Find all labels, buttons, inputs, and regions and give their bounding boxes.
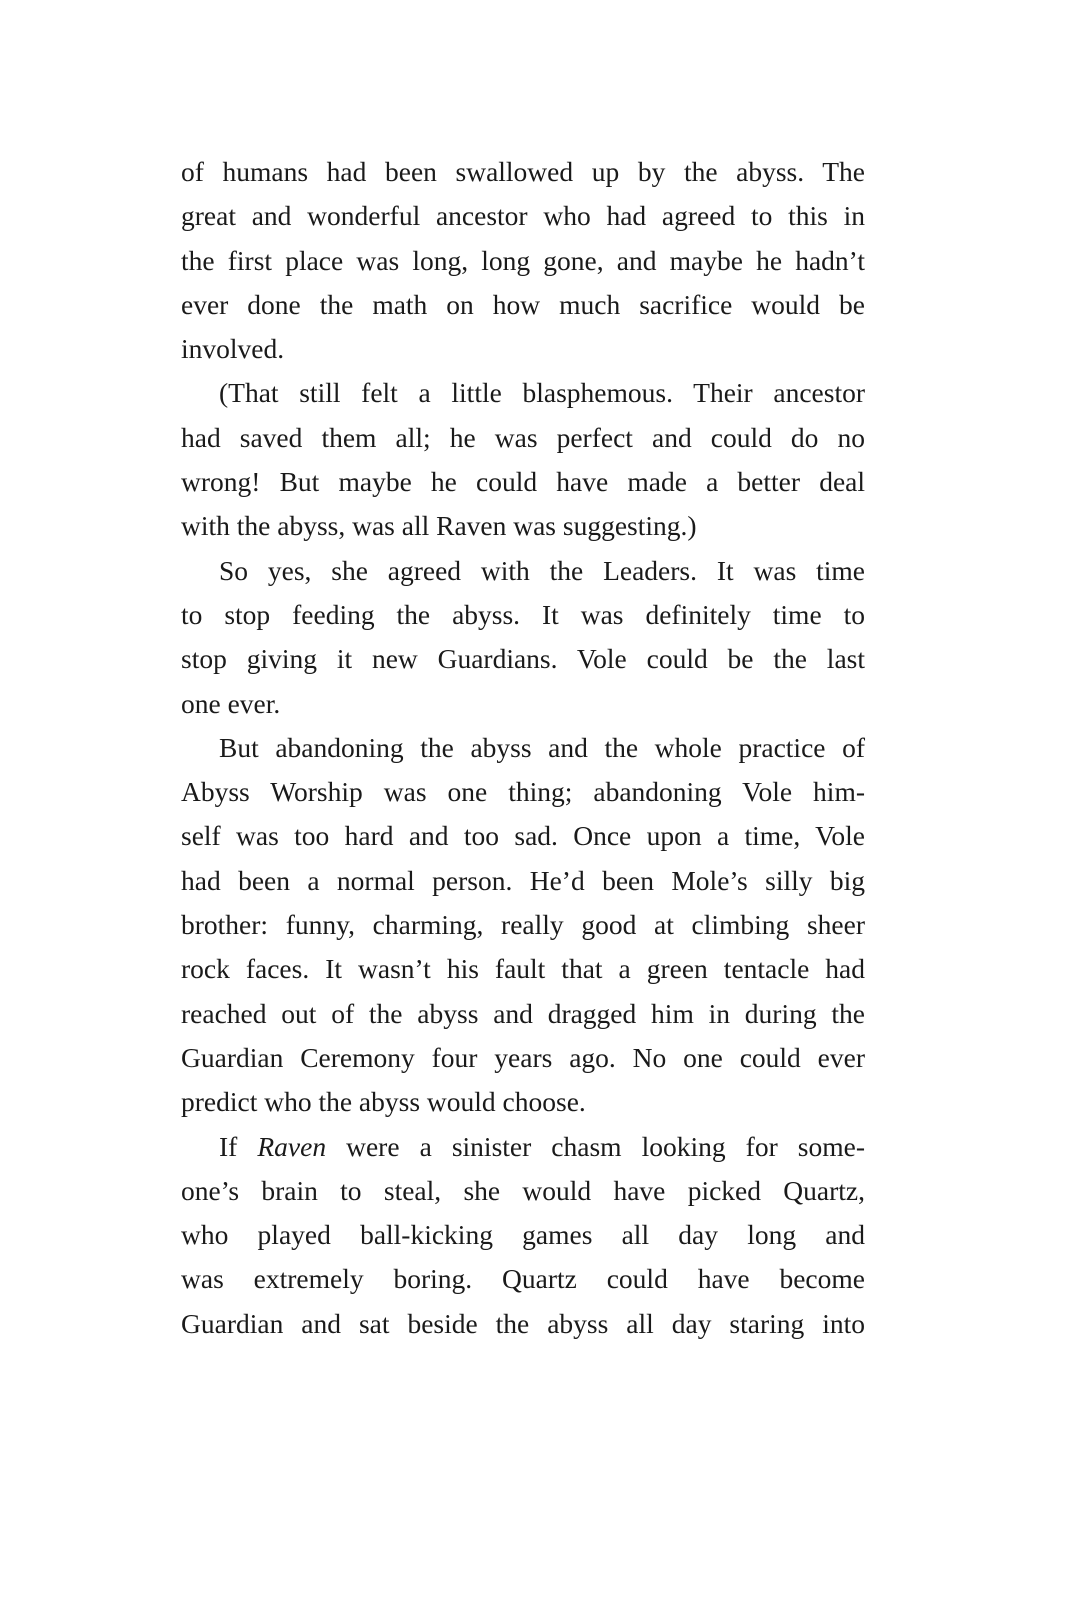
text-line: one ever. (181, 687, 281, 719)
italic-name: Raven (257, 1130, 327, 1162)
paragraph (181, 150, 865, 371)
text-line: who played ball-kicking games all day long and (181, 1219, 865, 1251)
text-line: one’s brain to steal, she would have picked Quartz, (181, 1174, 865, 1206)
text-line: reached out of the abyss and dragged him in during the (181, 997, 865, 1029)
text-line: Guardian and sat beside the abyss all day staring into (181, 1307, 865, 1339)
text-line: rock faces. It wasn’t his fault that a green tentacle had (181, 953, 865, 985)
text-line: But abandoning the abyss and the whole practice of (219, 731, 865, 763)
text-line: had saved them all; he was perfect and could do no (181, 421, 865, 453)
text-run: were a sinister chasm looking for some- (326, 1130, 865, 1162)
text-line: ever done the math on how much sacrifice would be (181, 288, 865, 320)
paragraph (181, 726, 865, 1125)
text-line: with the abyss, was all Raven was suggesting.) (181, 510, 697, 542)
paragraph (181, 371, 865, 548)
body-text (181, 150, 865, 1346)
text-line: So yes, she agreed with the Leaders. It was time (219, 554, 865, 586)
paragraph (181, 1125, 865, 1346)
text-line: involved. (181, 333, 285, 365)
text-line: great and wonderful ancestor who had agreed to this in (181, 200, 865, 232)
text-run: If (219, 1130, 258, 1162)
paragraph (181, 549, 865, 726)
text-line: the first place was long, long gone, and maybe he hadn’t (181, 244, 865, 276)
text-line (181, 1125, 865, 1169)
text-line: to stop feeding the abyss. It was definitely time to (181, 598, 865, 630)
text-line: Abyss Worship was one thing; abandoning Vole him- (181, 776, 865, 808)
text-line: of humans had been swallowed up by the abyss. The (181, 156, 865, 187)
text-line: (That still felt a little blasphemous. Their ancestor (219, 377, 865, 409)
text-line: wrong! But maybe he could have made a better deal (181, 466, 865, 498)
text-line: self was too hard and too sad. Once upon a time, Vole (181, 820, 865, 852)
text-line: was extremely boring. Quartz could have become (181, 1263, 865, 1295)
text-line: Guardian Ceremony four years ago. No one could ever (181, 1041, 865, 1073)
text-line: predict who the abyss would choose. (181, 1086, 586, 1118)
text-line: had been a normal person. He’d been Mole’s silly big (181, 864, 865, 896)
text-line: brother: funny, charming, really good at climbing sheer (181, 909, 865, 941)
text-line: stop giving it new Guardians. Vole could be the last (181, 643, 865, 675)
